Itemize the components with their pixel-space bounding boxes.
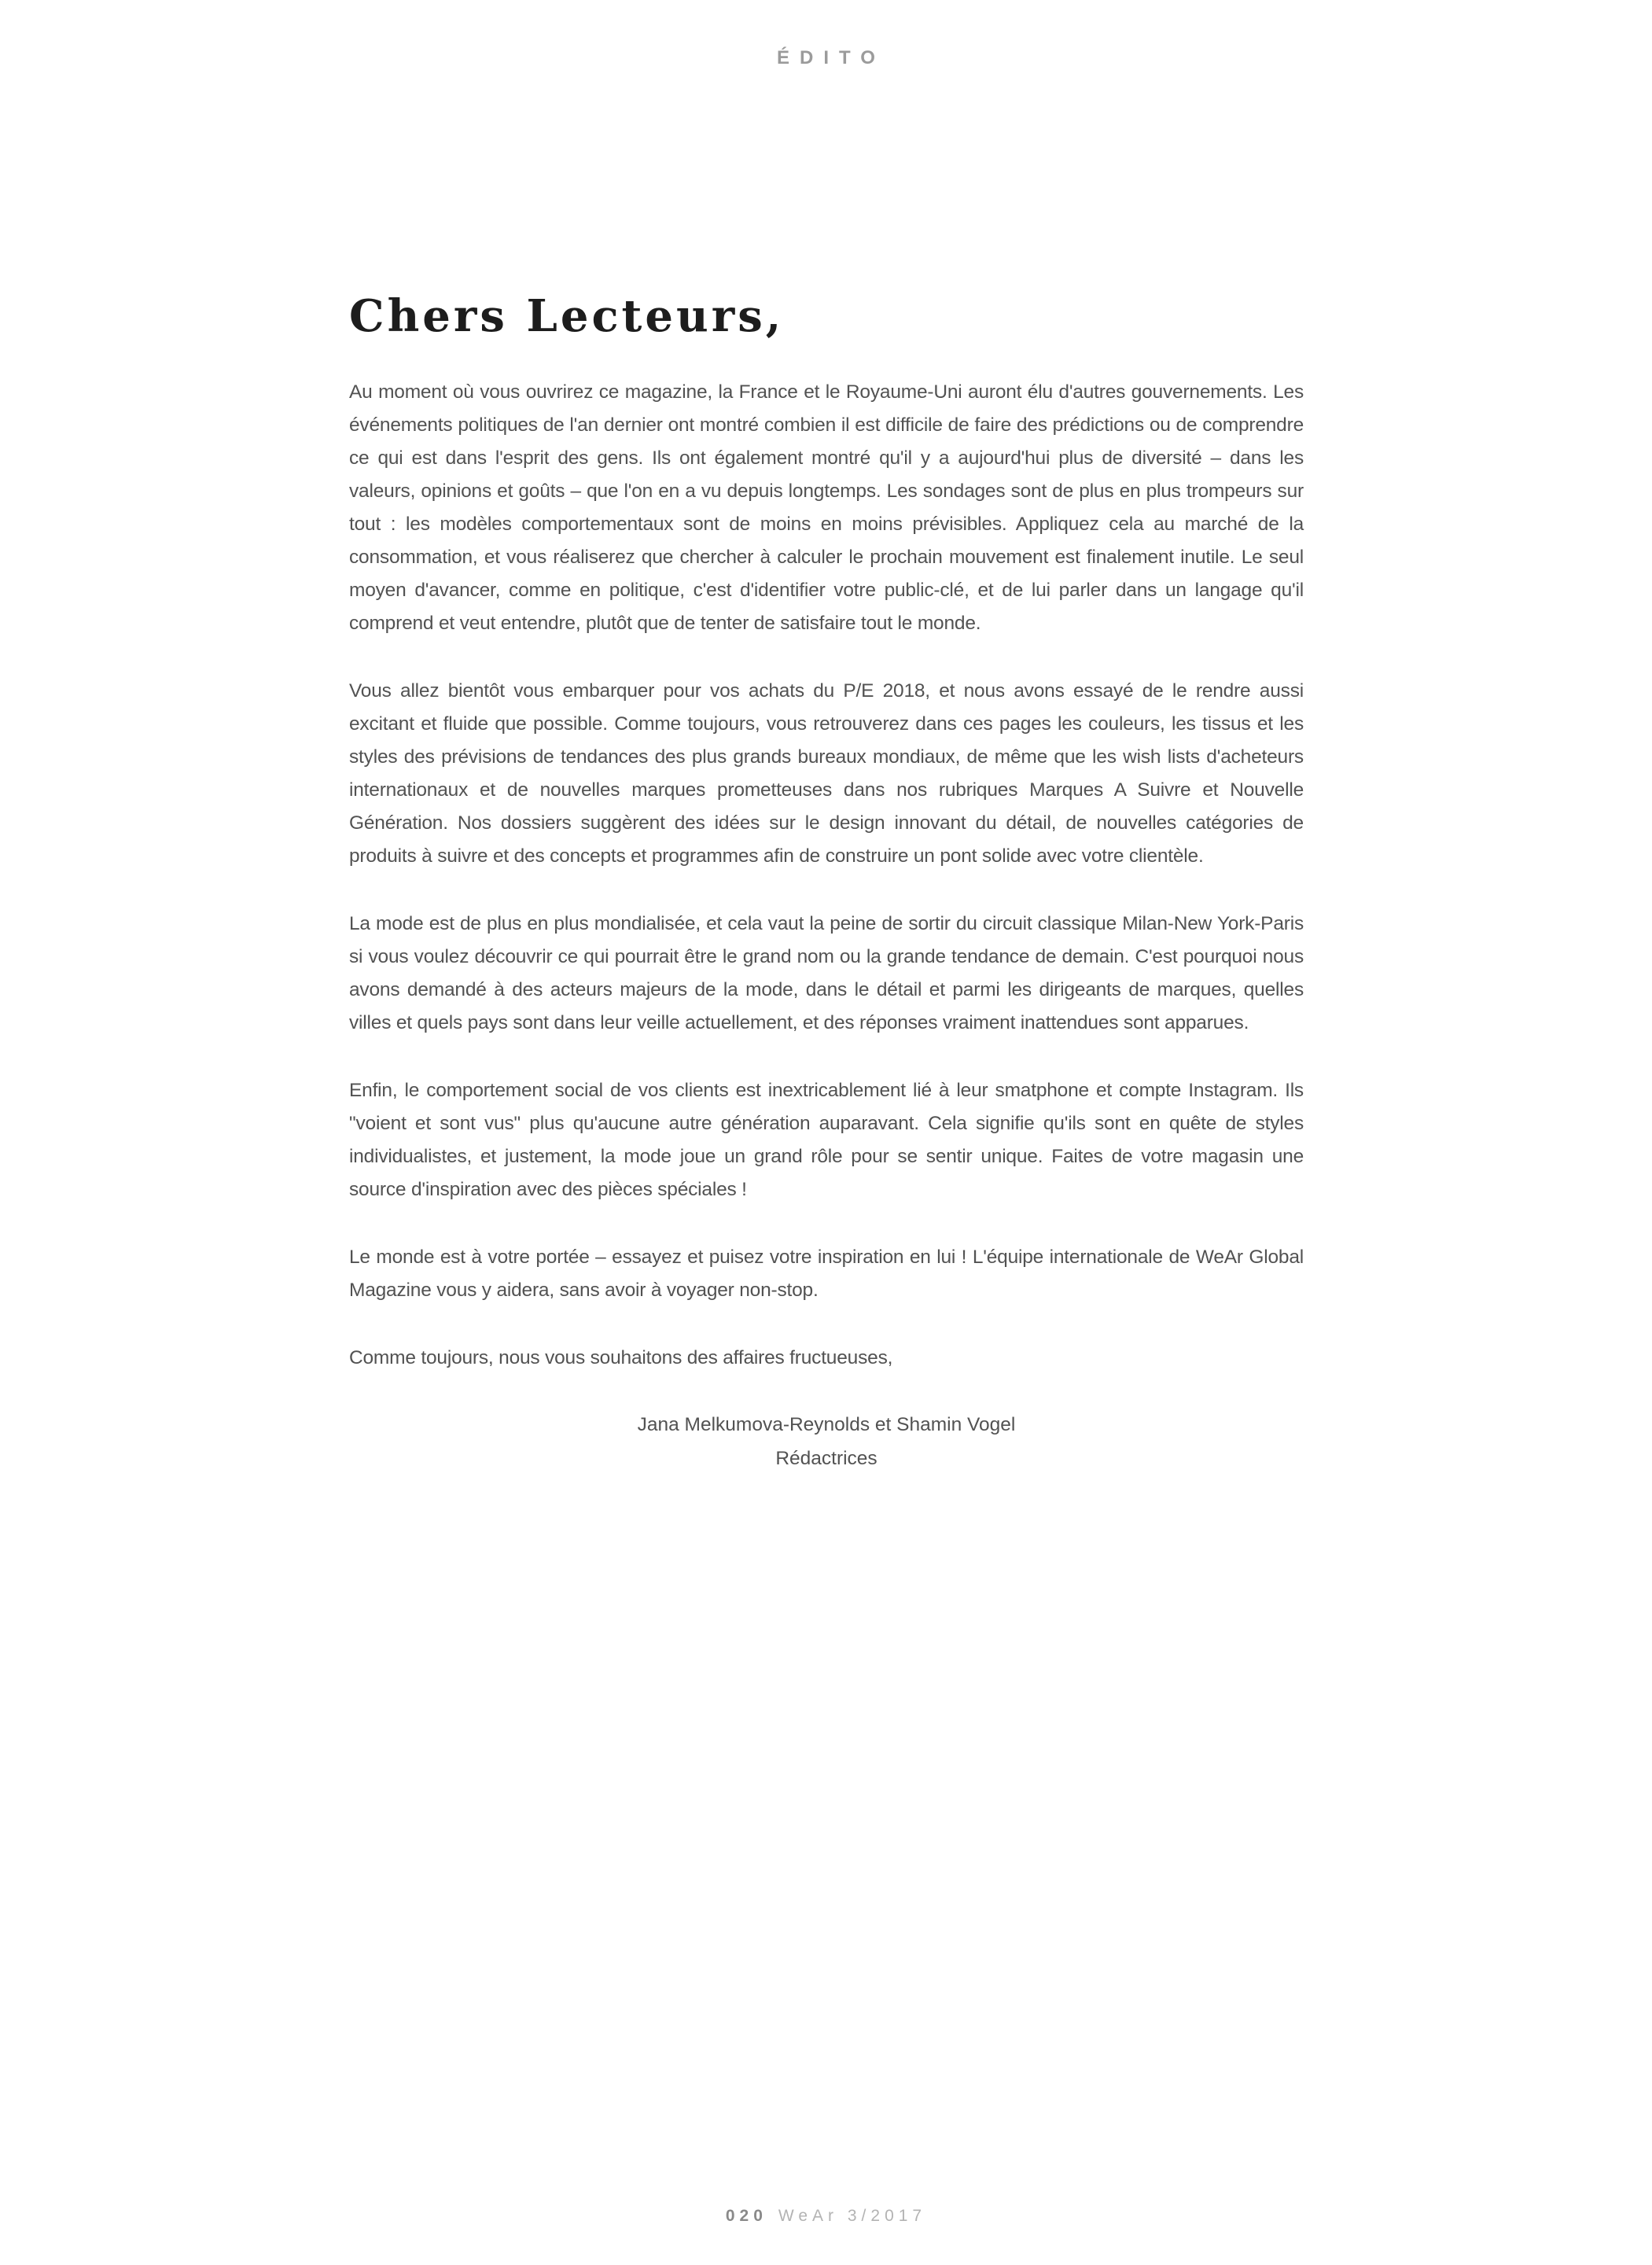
page-title: Chers Lecteurs, [349, 290, 785, 342]
editorial-paragraph-4: Enfin, le comportement social de vos clients est inextricablement lié à leur smatphone et compte Instagram. Ils "voient et sont vus" plus qu'aucune autre génération auparavant. Cela signifie qu'ils sont en quête de styles individualistes, et justement, la mode joue un grand rôle pour se sentir unique. Faites de votre magasin une source d'inspiration avec des pièces spéciales ! [349, 1080, 1304, 1200]
editorial-paragraph-5: Le monde est à votre portée – essayez et puisez votre inspiration en lui ! L'équipe internationale de WeAr Global Magazine vous y aidera, sans avoir à voyager non-stop. [349, 1247, 1304, 1301]
editorial-paragraph-2: Vous allez bientôt vous embarquer pour vos achats du P/E 2018, et nous avons essayé de le rendre aussi excitant et fluide que possible. Comme toujours, vous retrouverez dans ces pages les couleurs, les tissus et les styles des prévisions de tendances des plus grands bureaux mondiaux, de même que les wish lists d'acheteurs internationaux et de nouvelles marques prometteuses dans nos rubriques Marques A Suivre et Nouvelle Génération. Nos dossiers suggèrent des idées sur le design innovant du détail, de nouvelles catégories de produits à suivre et des concepts et programmes afin de construire un pont solide avec votre clientèle. [349, 680, 1304, 867]
signature-names: Jana Melkumova-Reynolds et Shamin Vogel [637, 1414, 1016, 1435]
editorial-paragraph-1: Au moment où vous ouvrirez ce magazine, la France et le Royaume-Uni auront élu d'autres gouvernements. Les événements politiques de l'an dernier ont montré combien il est difficile de faire des prédictions ou de comprendre ce qui est dans l'esprit des gens. Ils ont également montré qu'il y a aujourd'hui plus de diversité – dans les valeurs, opinions et goûts – que l'on en a vu depuis longtemps. Les sondages sont de plus en plus trompeurs sur tout : les modèles comportementaux sont de moins en moins prévisibles. Appliquez cela au marché de la consommation, et vous réaliserez que chercher à calculer le prochain mouvement est finalement inutile. Le seul moyen d'avancer, comme en politique, c'est d'identifier votre public-clé, et de lui parler dans un langage qu'il comprend et veut entendre, plutôt que de tenter de satisfaire tout le monde. [349, 381, 1304, 634]
footer-issue-label: WeAr 3/2017 [778, 2207, 927, 2225]
signature-role: Rédactrices [775, 1448, 878, 1469]
section-header: ÉDITO [777, 47, 885, 68]
signature-block [349, 1408, 1304, 1475]
editorial-closing-line: Comme toujours, nous vous souhaitons des affaires fructueuses, [349, 1347, 893, 1368]
editorial-column [349, 290, 1304, 1475]
editorial-body [349, 376, 1304, 1375]
footer-page-number: 020 [725, 2207, 767, 2225]
page-footer [0, 2207, 1652, 2226]
editorial-paragraph-3: La mode est de plus en plus mondialisée, et cela vaut la peine de sortir du circuit classique Milan-New York-Paris si vous voulez découvrir ce qui pourrait être le grand nom ou la grande tendance de demain. C'est pourquoi nous avons demandé à des acteurs majeurs de la mode, dans le détail et parmi les dirigeants de marques, quelles villes et quels pays sont dans leur veille actuellement, et des réponses vraiment inattendues sont apparues. [349, 913, 1304, 1033]
